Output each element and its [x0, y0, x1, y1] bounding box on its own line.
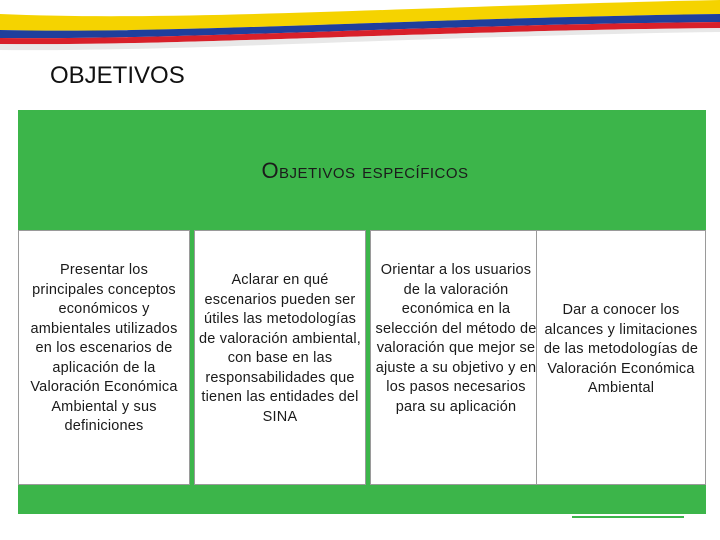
footer-divider: [572, 516, 684, 518]
objective-card-1: [18, 230, 190, 485]
colombia-flag-banner: [0, 0, 720, 52]
objective-card-text: Orientar a los usuarios de la valoración económica en la selección del método de valoración que mejor se ajuste a su objetivo y en los pasos necesarios para su aplicación: [375, 262, 537, 415]
objective-card-3: [370, 230, 542, 485]
objective-card-text: Aclarar en qué escenarios pueden ser útiles las metodologías de valoración ambiental, con base en las responsabilidades que tienen las entidades del SINA: [199, 272, 361, 425]
section-title-text: Objetivos específicos: [261, 158, 469, 183]
page-title: OBJETIVOS: [50, 62, 185, 89]
section-title: [0, 158, 720, 184]
objective-card-text: Dar a conocer los alcances y limitaciones de las metodologías de Valoración Económica Ambiental: [543, 302, 699, 396]
objective-card-2: [194, 230, 366, 485]
objective-card-4: [536, 230, 706, 485]
objectives-cards: [18, 230, 706, 485]
objective-card-text: Presentar los principales conceptos económicos y ambientales utilizados en los escenarios de aplicación de la Valoración Económica Ambiental y sus definiciones: [30, 262, 178, 434]
